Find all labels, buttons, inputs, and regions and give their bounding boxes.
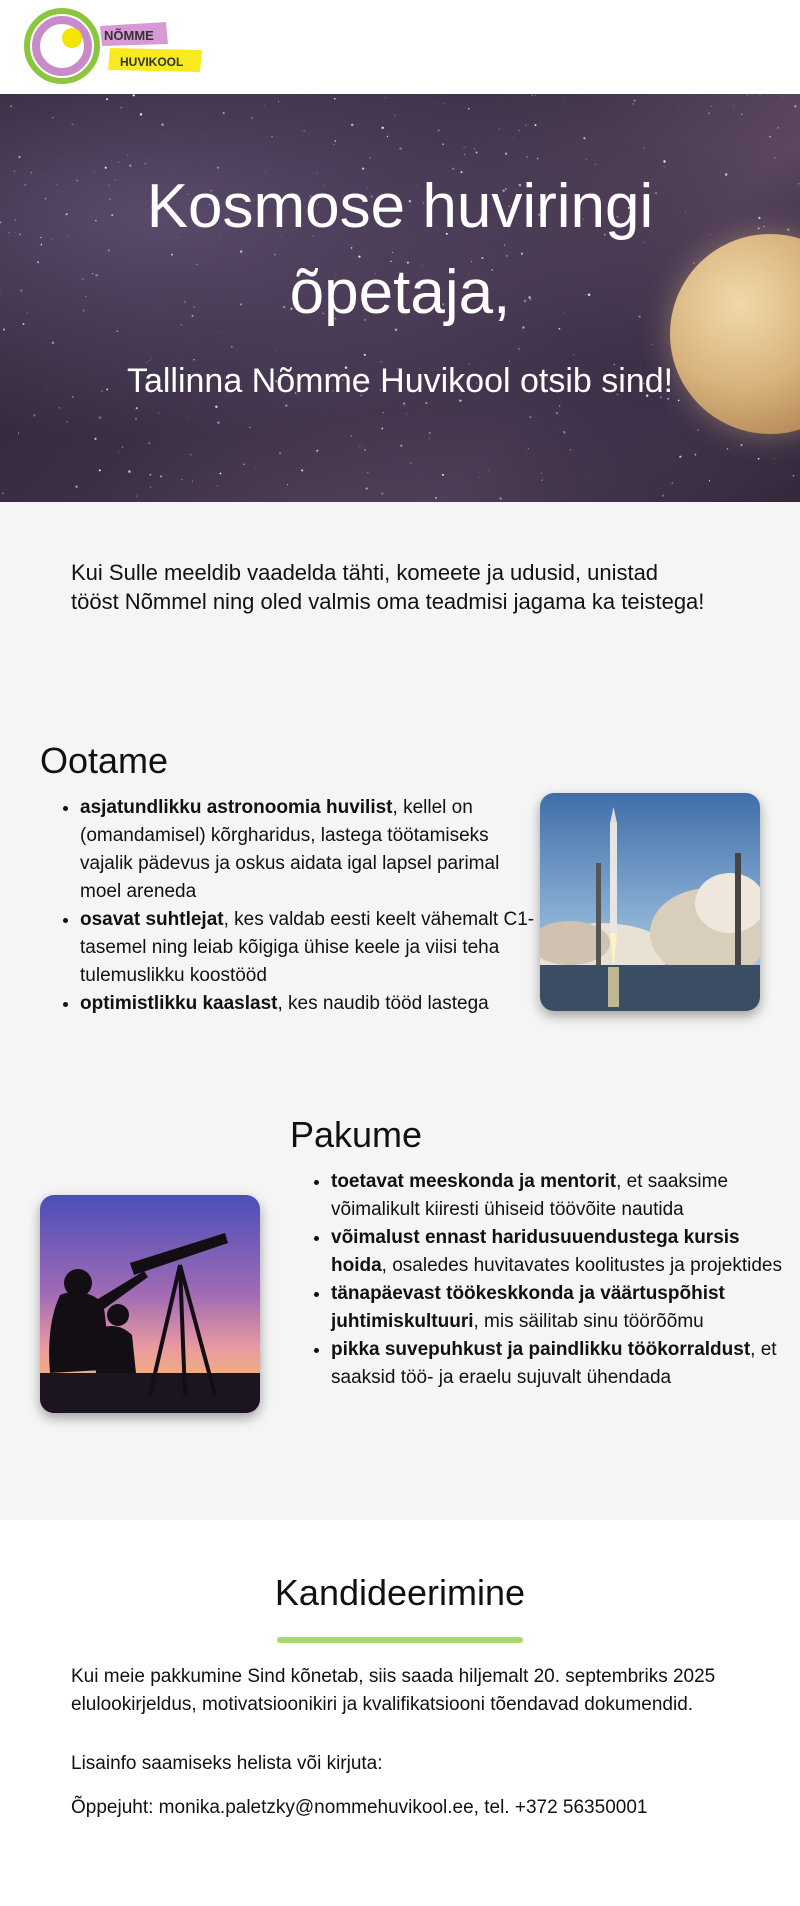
list-item	[80, 906, 542, 990]
contact-details[interactable]: Õppejuht: monika.paletzky@nommehuvikool.ee, tel. +372 56350001	[71, 1794, 731, 1822]
list-item-text: , et saaksid töö- ja eraelu sujuvalt ühendada	[331, 1339, 777, 1388]
hero-banner	[0, 94, 800, 502]
list-item-bold: optimistlikku kaaslast	[80, 993, 277, 1014]
hero-subtitle: Tallinna Nõmme Huvikool otsib sind!	[0, 362, 800, 401]
list-item	[331, 1224, 791, 1280]
ootame-heading: Ootame	[40, 740, 168, 782]
list-item	[331, 1168, 791, 1224]
list-item	[331, 1280, 791, 1336]
hero-title	[0, 164, 800, 336]
pakume-heading: Pakume	[290, 1114, 422, 1156]
list-item-bold: asjatundlikku astronoomia huvilist	[80, 797, 393, 818]
nomme-huvikool-logo[interactable]	[24, 8, 204, 88]
heading-underline	[277, 1637, 523, 1643]
logo-text-line1: NÕMME	[104, 28, 154, 43]
main-content	[0, 502, 800, 1520]
list-item-text: , osaledes huvitavates koolitustes ja projektides	[382, 1255, 782, 1276]
list-item-text: , et saaksime võimalikult kiiresti ühiseid töövõite nautida	[331, 1171, 728, 1220]
site-header	[0, 0, 800, 94]
rocket-launch-image	[540, 793, 760, 1011]
kandideerimine-heading: Kandideerimine	[0, 1572, 800, 1614]
intro-text: Kui Sulle meeldib vaadelda tähti, komeete ja udusid, unistad tööst Nõmmel ning oled valmis oma teadmisi jagama ka teistega!	[71, 558, 711, 616]
list-item	[80, 794, 542, 906]
logo-text-line2: HUVIKOOL	[120, 55, 183, 69]
application-section	[0, 1520, 800, 1906]
application-text: Kui meie pakkumine Sind kõnetab, siis saada hiljemalt 20. septembriks 2025 elulookirjeldus, motivatsioonikiri ja kvalifikatsiooni tõendavad dokumendid.	[71, 1663, 731, 1719]
list-item-bold: pikka suvepuhkust ja paindlikku töökorraldust	[331, 1339, 750, 1360]
list-item-text: , mis säilitab sinu töörõõmu	[474, 1311, 704, 1332]
hero-title-line2: õpetaja,	[290, 258, 511, 327]
list-item	[80, 990, 542, 1018]
list-item-bold: tänapäevast töökeskkonda ja väärtuspõhist juhtimiskultuuri	[331, 1283, 725, 1332]
telescope-image	[40, 1195, 260, 1413]
list-item-text: , kes naudib tööd lastega	[277, 993, 488, 1014]
contact-intro-text: Lisainfo saamiseks helista või kirjuta:	[71, 1750, 731, 1778]
hero-title-line1: Kosmose huviringi	[147, 172, 654, 241]
list-item-bold: võimalust ennast haridusuuendustega kursis hoida	[331, 1227, 740, 1276]
list-item-text: , kes valdab eesti keelt vähemalt C1-tasemel ning leiab kõigiga ühise keele ja viisi teha tulemuslikku koostööd	[80, 909, 534, 986]
pakume-list	[305, 1168, 791, 1392]
list-item-bold: osavat suhtlejat	[80, 909, 224, 930]
list-item-text: , kellel on (omandamisel) kõrgharidus, lastega töötamiseks vajalik pädevus ja oskus aidata igal lapsel parimal moel areneda	[80, 797, 499, 902]
list-item-bold: toetavat meeskonda ja mentorit	[331, 1171, 616, 1192]
ootame-list	[54, 794, 542, 1018]
list-item	[331, 1336, 791, 1392]
